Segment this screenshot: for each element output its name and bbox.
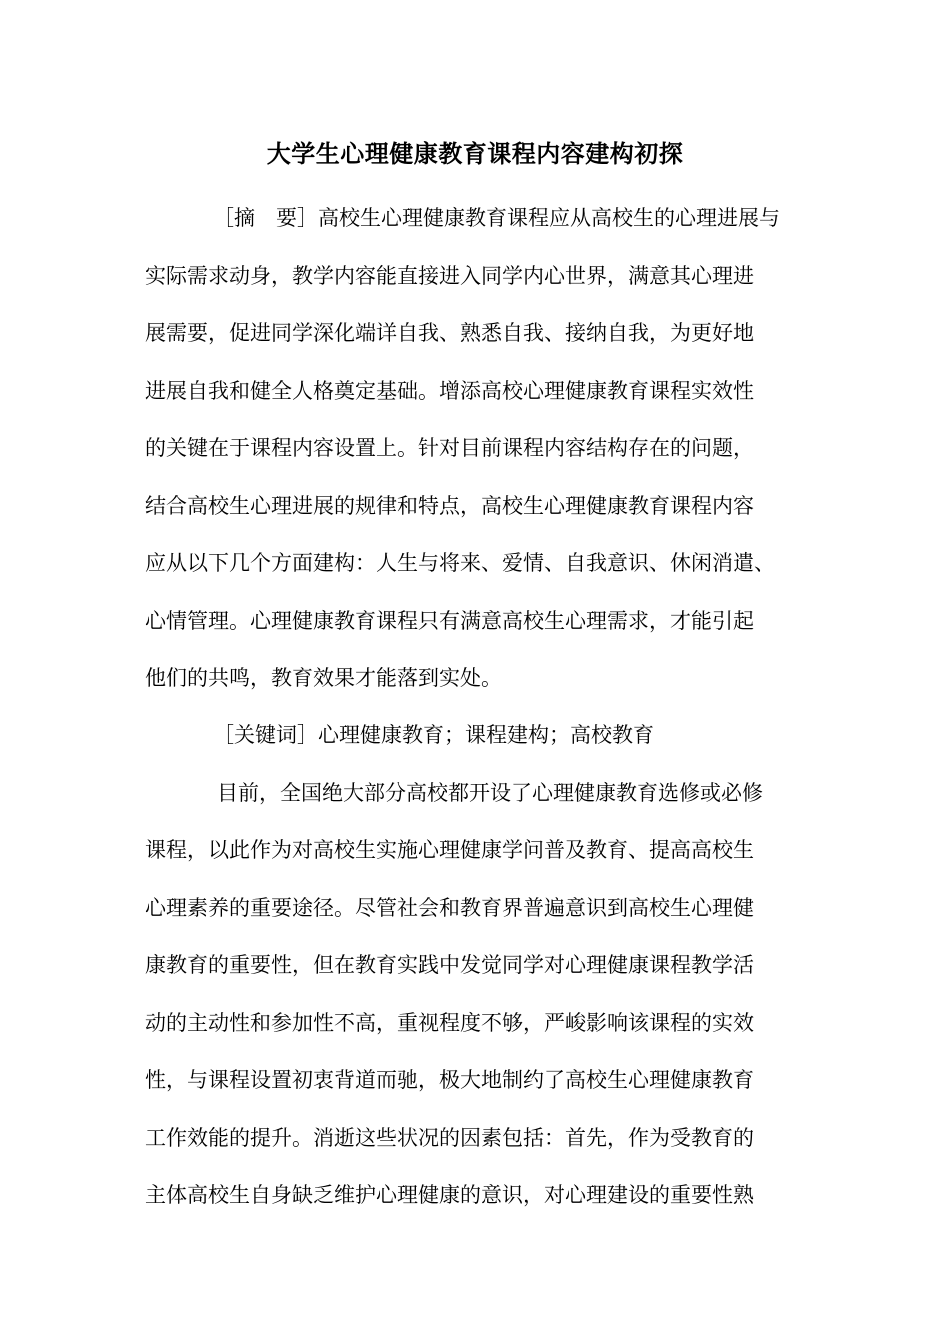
document-title: 大学生心理健康教育课程内容建构初探 [266, 139, 684, 168]
abstract-line: 心情管理。心理健康教育课程只有满意高校生心理需求，才能引起 [145, 609, 754, 633]
abstract-line: 展需要，促进同学深化端详自我、熟悉自我、接纳自我，为更好地 [145, 321, 754, 345]
abstract-line: 进展自我和健全人格奠定基础。增添高校心理健康教育课程实效性 [145, 379, 754, 403]
abstract-line: 的关键在于课程内容设置上。针对目前课程内容结构存在的问题， [145, 436, 754, 460]
body-line: 工作效能的提升。消逝这些状况的因素包括：首先，作为受教育的 [145, 1126, 754, 1150]
body-line: 康教育的重要性，但在教育实践中发觉同学对心理健康课程教学活 [145, 953, 754, 977]
body-line: 课程，以此作为对高校生实施心理健康学问普及教育、提高高校生 [145, 838, 754, 862]
abstract-line: 实际需求动身，教学内容能直接进入同学内心世界，满意其心理进 [145, 264, 754, 288]
body-line: 心理素养的重要途径。尽管社会和教育界普遍意识到高校生心理健 [145, 896, 754, 920]
body-line: 性，与课程设置初衷背道而驰，极大地制约了高校生心理健康教育 [145, 1068, 754, 1092]
body-line: 主体高校生自身缺乏维护心理健康的意识，对心理建设的重要性熟 [145, 1183, 754, 1207]
body-line: 目前，全国绝大部分高校都开设了心理健康教育选修或必修 [217, 781, 763, 805]
abstract-line: 他们的共鸣，教育效果才能落到实处。 [145, 666, 502, 690]
abstract-line: ［摘 要］高校生心理健康教育课程应从高校生的心理进展与 [213, 206, 780, 230]
keywords-line: ［关键词］心理健康教育；课程建构；高校教育 [213, 723, 654, 747]
body-line: 动的主动性和参加性不高，重视程度不够，严峻影响该课程的实效 [145, 1011, 754, 1035]
abstract-line: 应从以下几个方面建构：人生与将来、爱情、自我意识、休闲消遣、 [145, 551, 775, 575]
abstract-line: 结合高校生心理进展的规律和特点，高校生心理健康教育课程内容 [145, 494, 754, 518]
